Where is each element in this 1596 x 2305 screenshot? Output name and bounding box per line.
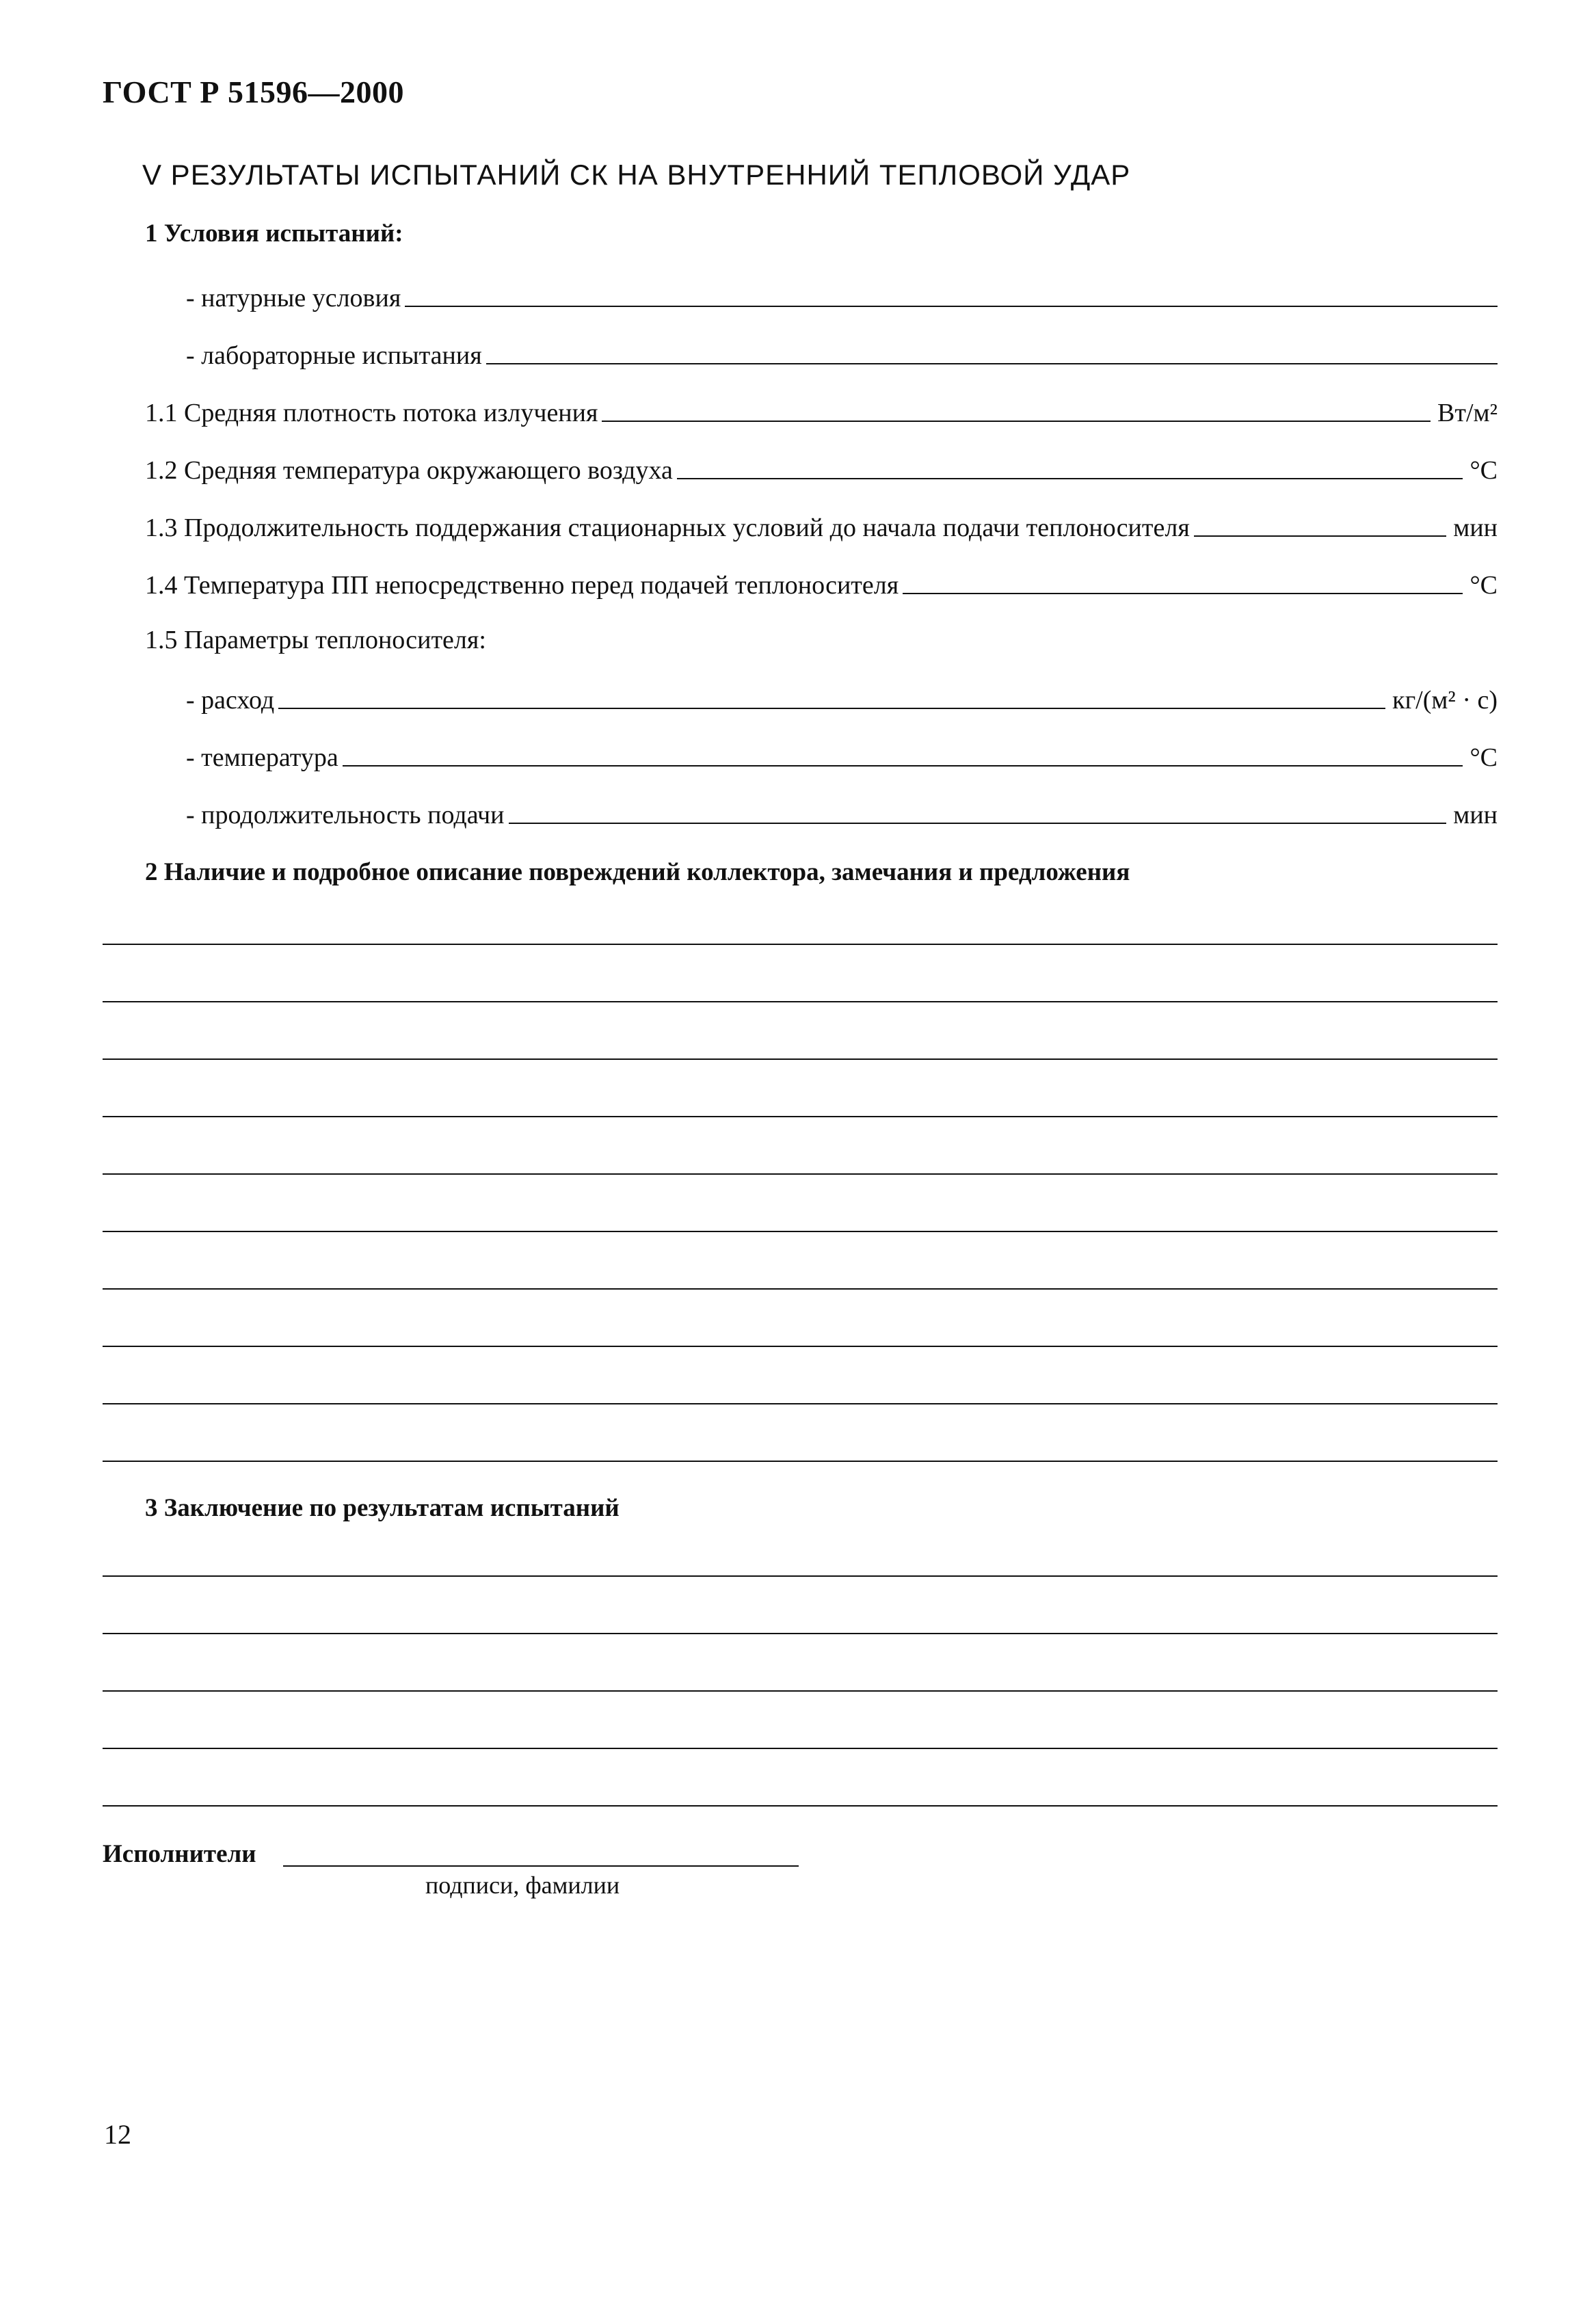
damage-line[interactable] [103, 1461, 1498, 1462]
conclusion-line[interactable] [103, 1690, 1498, 1692]
conclusion-line[interactable] [103, 1748, 1498, 1749]
absorber-temperature-row [145, 568, 1498, 600]
coolant-duration-row [186, 797, 1498, 830]
coolant-params-heading: 1.5 Параметры теплоносителя: [145, 626, 486, 654]
page-number: 12 [104, 2119, 131, 2150]
damage-line[interactable] [103, 1116, 1498, 1117]
signature-caption: подписи, фамилии [425, 1871, 620, 1899]
damage-line[interactable] [103, 944, 1498, 945]
coolant-flow-label: - расход [186, 686, 275, 715]
conclusion-line[interactable] [103, 1575, 1498, 1577]
coolant-flow-row [186, 682, 1498, 715]
signature-line[interactable] [283, 1865, 799, 1867]
lab-tests-label: - лабораторные испытания [186, 341, 482, 370]
coolant-temperature-unit: °С [1469, 743, 1498, 772]
damage-line[interactable] [103, 1346, 1498, 1347]
absorber-temperature-unit: °С [1469, 571, 1498, 600]
lab-tests-row [186, 338, 1498, 371]
natural-conditions-row [186, 280, 1498, 313]
lab-tests-blank[interactable] [486, 363, 1498, 364]
air-temperature-row [145, 453, 1498, 485]
stationary-duration-unit: мин [1453, 514, 1498, 542]
air-temperature-blank[interactable] [677, 478, 1463, 479]
coolant-duration-blank[interactable] [509, 823, 1447, 824]
section-title: V РЕЗУЛЬТАТЫ ИСПЫТАНИЙ СК НА ВНУТРЕННИЙ ТЕПЛОВОЙ УДАР [142, 159, 1131, 191]
damage-line[interactable] [103, 1173, 1498, 1175]
conclusion-line[interactable] [103, 1633, 1498, 1634]
damage-line[interactable] [103, 1403, 1498, 1404]
coolant-temperature-row [186, 740, 1498, 773]
air-temperature-unit: °С [1469, 456, 1498, 485]
damage-line[interactable] [103, 1001, 1498, 1002]
coolant-temperature-blank[interactable] [343, 765, 1463, 767]
damage-line[interactable] [103, 1058, 1498, 1060]
damage-heading: 2 Наличие и подробное описание повреждений коллектора, замечания и предложения [145, 858, 1130, 886]
natural-conditions-blank[interactable] [405, 306, 1498, 307]
coolant-temperature-label: - температура [186, 743, 338, 772]
coolant-flow-blank[interactable] [278, 708, 1385, 709]
damage-line[interactable] [103, 1288, 1498, 1290]
coolant-flow-unit: кг/(м² · с) [1392, 686, 1498, 715]
coolant-duration-unit: мин [1453, 801, 1498, 829]
stationary-duration-label: 1.3 Продолжительность поддержания стационарных условий до начала подачи теплоносителя [145, 514, 1190, 542]
radiation-flux-blank[interactable] [602, 421, 1431, 422]
radiation-flux-label: 1.1 Средняя плотность потока излучения [145, 399, 598, 427]
document-code: ГОСТ Р 51596—2000 [103, 75, 404, 109]
conclusion-heading: 3 Заключение по результатам испытаний [145, 1494, 620, 1522]
damage-line[interactable] [103, 1231, 1498, 1232]
stationary-duration-blank[interactable] [1194, 535, 1446, 537]
coolant-duration-label: - продолжительность подачи [186, 801, 505, 829]
conclusion-line[interactable] [103, 1805, 1498, 1807]
performers-label: Исполнители [103, 1840, 256, 1868]
stationary-duration-row [145, 510, 1498, 543]
absorber-temperature-label: 1.4 Температура ПП непосредственно перед подачей теплоносителя [145, 571, 899, 600]
radiation-flux-unit: Вт/м² [1437, 399, 1498, 427]
air-temperature-label: 1.2 Средняя температура окружающего воздуха [145, 456, 673, 485]
natural-conditions-label: - натурные условия [186, 284, 401, 312]
absorber-temperature-blank[interactable] [903, 593, 1463, 594]
conditions-heading: 1 Условия испытаний: [145, 219, 403, 248]
radiation-flux-row [145, 395, 1498, 428]
